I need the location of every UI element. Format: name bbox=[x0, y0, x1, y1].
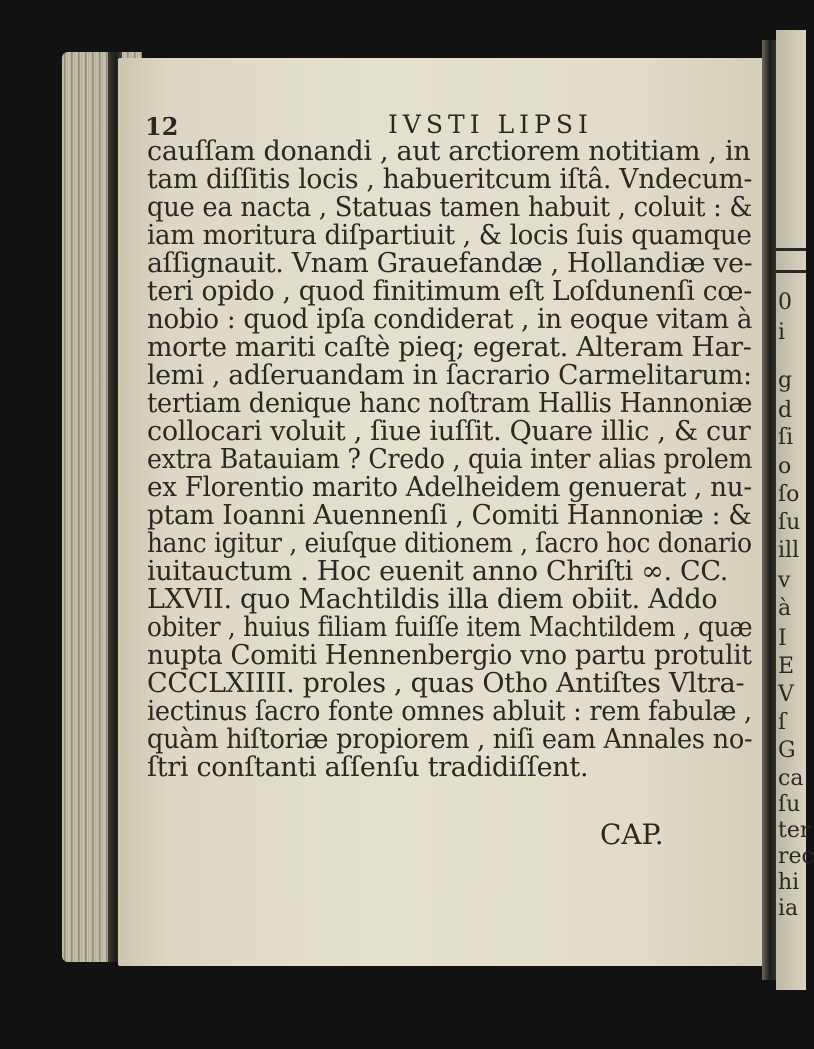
facing-page-sliver bbox=[776, 30, 814, 990]
text-line: LXVII. quo Machtildis illa diem obiit. Addo bbox=[147, 584, 718, 615]
facing-page-fragment: ſu bbox=[778, 510, 801, 535]
text-line: nobio : quod ipſa condiderat , in eoque vitam à bbox=[147, 304, 753, 335]
facing-page-fragment: hi bbox=[778, 870, 800, 895]
text-line: obiter , huius filiam fuiſſe item Machtildem , quæ bbox=[147, 612, 753, 643]
text-line: ſtri conſtanti aſſenſu tradidiſſent. bbox=[147, 752, 589, 783]
text-line: extra Batauiam ? Credo , quia inter alias prolem bbox=[147, 444, 753, 475]
facing-page-fragment: i bbox=[778, 320, 786, 345]
facing-page-fragment: 0 bbox=[778, 290, 792, 315]
facing-page-fragment: o bbox=[778, 454, 792, 479]
text-line: CCCLXIIII. proles , quas Otho Antiſtes Vltra- bbox=[147, 668, 745, 699]
facing-page-fragment: ſi bbox=[778, 425, 794, 450]
facing-page-fragment: ter bbox=[778, 818, 811, 843]
facing-page-rule bbox=[776, 270, 806, 273]
text-line: collocari voluit , ſiue iuſſit. Quare illic , & cur bbox=[147, 416, 751, 447]
facing-page-fragment: rec bbox=[778, 844, 814, 869]
facing-page-rule bbox=[776, 248, 806, 251]
facing-page-fragment: g bbox=[778, 368, 793, 393]
facing-page-fragment: ia bbox=[778, 896, 799, 921]
facing-page-fragment: ſ bbox=[778, 710, 787, 735]
text-line: tam diſſitis locis , habueritcum iſtâ. Vndecum- bbox=[147, 164, 753, 195]
facing-page-fragment: V bbox=[778, 682, 794, 707]
text-line: cauſſam donandi , aut arctiorem notitiam , in bbox=[147, 136, 751, 167]
text-line: ex Florentio marito Adelheidem genuerat , nu- bbox=[147, 472, 752, 503]
catchword: CAP. bbox=[600, 818, 664, 851]
text-line: lemi , adſeruandam in ſacrario Carmelitarum: bbox=[147, 360, 752, 391]
facing-page-fragment: v bbox=[778, 568, 791, 593]
text-line: teri opido , quod finitimum eſt Loſdunenſi cœ- bbox=[147, 276, 752, 307]
facing-page-fragment: ſu bbox=[778, 792, 801, 817]
text-line: tertiam denique hanc noſtram Hallis Hannoniæ bbox=[147, 388, 753, 419]
facing-page-fragment: d bbox=[778, 398, 793, 423]
text-line: iuitauctum . Hoc euenit anno Chriſti ∞. CC. bbox=[147, 556, 729, 587]
running-head: IVSTI LIPSI bbox=[388, 110, 593, 139]
text-line: iam moritura diſpartiuit , & locis ſuis quamque bbox=[147, 220, 752, 251]
facing-page-fragment: G bbox=[778, 738, 796, 763]
text-line: quàm hiſtoriæ propiorem , niſi eam Annales no- bbox=[147, 724, 753, 755]
text-line: hanc igitur , eiuſque ditionem , ſacro hoc donario bbox=[147, 528, 752, 559]
text-line: iectinus ſacro fonte omnes abluit : rem fabulæ , bbox=[147, 696, 752, 727]
text-line: que ea nacta , Statuas tamen habuit , coluit : & bbox=[147, 192, 753, 223]
page-number: 12 bbox=[145, 112, 179, 141]
text-line: morte mariti caſtè pieq; egerat. Alteram Har- bbox=[147, 332, 752, 363]
text-line: aſſignauit. Vnam Grauefandæ , Hollandiæ ve- bbox=[147, 248, 753, 279]
text-line: nupta Comiti Hennenbergio vno partu protulit bbox=[147, 640, 752, 671]
facing-page-fragment: ca bbox=[778, 766, 804, 791]
facing-page-fragment: à bbox=[778, 596, 792, 621]
facing-page-fragment: ill bbox=[778, 538, 800, 563]
facing-page-fragment: E bbox=[778, 654, 795, 679]
facing-page-fragment: I bbox=[778, 626, 787, 651]
text-line: ptam Ioanni Auennenſi , Comiti Hannoniæ : & bbox=[147, 500, 752, 531]
facing-page-fragment: ſo bbox=[778, 482, 800, 507]
